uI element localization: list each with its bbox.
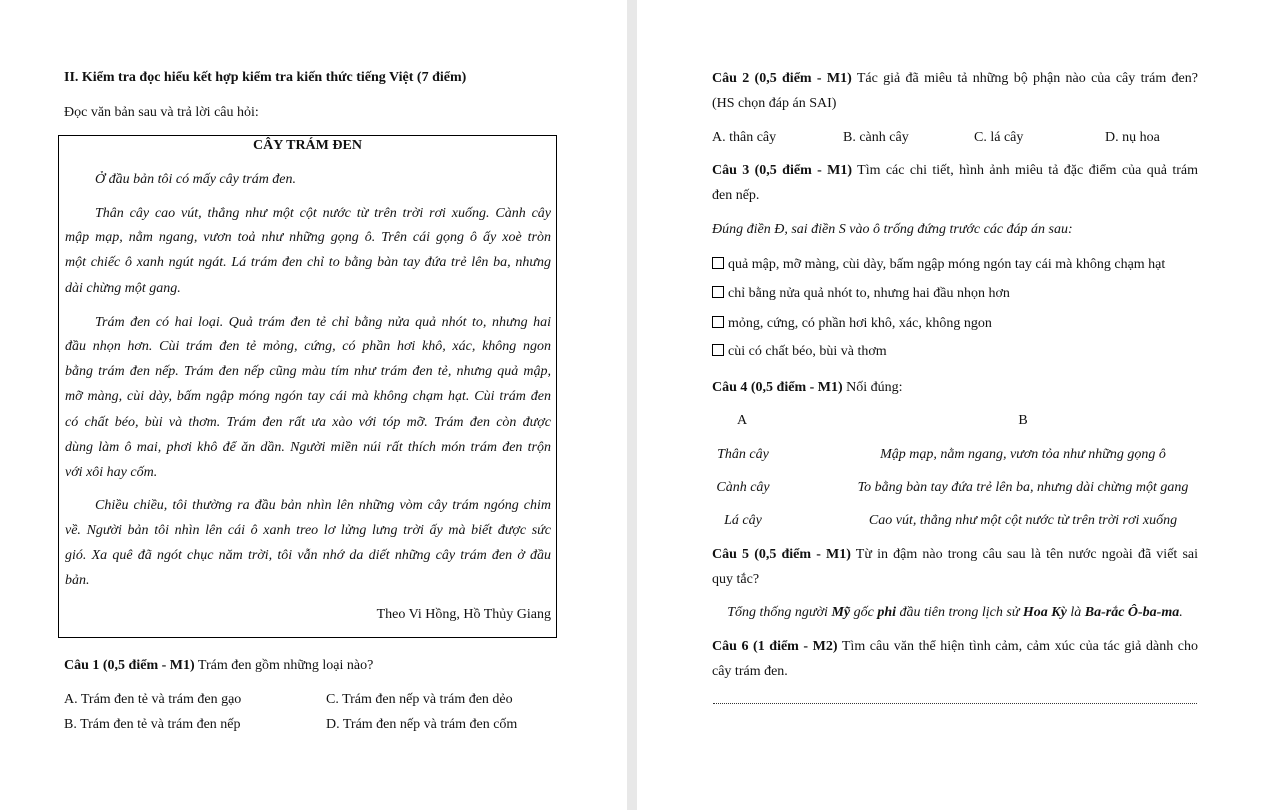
q3-option-3[interactable] — [712, 315, 992, 332]
sentence-text: đầu tiên trong lịch sử — [896, 605, 1023, 620]
question-3 — [712, 162, 1198, 179]
q2-option-c[interactable]: C. lá cây — [974, 130, 1024, 145]
bold-word: Mỹ — [831, 605, 851, 620]
q1-option-d[interactable]: D. Trám đen nếp và trám đen cốm — [326, 717, 518, 732]
passage-line: đầu nhọn hơn. Cùi trám đen tẻ mỏng, cứng, có phần hơi khô, xác, không ngon — [65, 339, 551, 354]
question-4-label: Câu 4 (0,5 điểm - M1) — [712, 380, 843, 395]
question-3-text: Tìm các chi tiết, hình ảnh miêu tả đặc điểm của quả trám — [852, 163, 1198, 178]
bold-word: Hoa Kỳ — [1022, 605, 1067, 620]
passage-line: bằng trám đen nếp. Trám đen nếp cũng màu tím như trám đen tẻ, nhưng quả mập, — [65, 364, 551, 379]
checkbox-icon[interactable] — [712, 257, 724, 269]
match-b-item[interactable]: Cao vút, thẳng như một cột nước từ trên trời rơi xuống — [868, 513, 1178, 528]
question-4-text: Nối đúng: — [842, 380, 903, 395]
page-left — [0, 0, 627, 810]
q1-option-b[interactable]: B. Trám đen tẻ và trám đen nếp — [64, 717, 241, 732]
question-5-text-cont: quy tắc? — [712, 572, 760, 587]
q2-option-a[interactable]: A. thân cây — [712, 130, 777, 145]
checkbox-icon[interactable] — [712, 344, 724, 356]
passage-line: dài chừng một gang. — [65, 281, 181, 296]
q2-option-b[interactable]: B. cành cây — [843, 130, 909, 145]
question-2-text: Tác giả đã miêu tả những bộ phận nào của cây trám đen? — [851, 71, 1198, 86]
question-6-text-cont: cây trám đen. — [712, 664, 788, 679]
q3-option-2[interactable] — [712, 285, 1010, 302]
passage-title: CÂY TRÁM ĐEN — [253, 138, 362, 153]
passage-source: Theo Vi Hồng, Hồ Thủy Giang — [376, 607, 551, 622]
q1-option-a[interactable]: A. Trám đen tẻ và trám đen gạo — [64, 692, 242, 707]
q3-option-text: chỉ bằng nửa quả nhót to, nhưng hai đầu nhọn hơn — [728, 286, 1010, 301]
question-3-label: Câu 3 (0,5 điểm - M1) — [712, 163, 853, 178]
question-2-note: (HS chọn đáp án SAI) — [712, 96, 837, 111]
passage-line: một chiếc ô xanh ngút ngát. Lá trám đen chỉ to bằng bàn tay đứa trẻ lên ba, nhưng — [65, 255, 551, 270]
sentence-text: . — [1179, 605, 1183, 620]
answer-line[interactable] — [713, 703, 1197, 704]
question-3-text-cont: đen nếp. — [712, 188, 760, 203]
question-2-label: Câu 2 (0,5 điểm - M1) — [712, 71, 852, 86]
q3-option-text: mỏng, cứng, có phần hơi khô, xác, không ngon — [728, 316, 992, 331]
match-b-item[interactable]: To bằng bàn tay đứa trẻ lên ba, nhưng dài chừng một gang — [857, 480, 1189, 495]
match-a-item[interactable]: Thân cây — [717, 447, 769, 462]
passage-line: mỡ màng, cùi dày, bấm ngập móng ngón tay cái mà không chạm hạt. Cùi trám đen — [65, 389, 551, 404]
question-5-text: Từ in đậm nào trong câu sau là tên nước ngoài đã viết sai — [850, 547, 1198, 562]
question-6-label: Câu 6 (1 điểm - M2) — [712, 639, 838, 654]
question-5-sentence — [712, 604, 1198, 621]
question-5 — [712, 546, 1198, 563]
checkbox-icon[interactable] — [712, 316, 724, 328]
sentence-text: gốc — [850, 605, 878, 620]
passage-line: gió. Xa quê đã ngót chục năm trời, tôi vẫn nhớ da diết những cây trám đen ở đầu — [65, 548, 551, 563]
match-b-item[interactable]: Mập mạp, nằm ngang, vươn tỏa như những gọng ô — [880, 447, 1166, 462]
section-title: II. Kiểm tra đọc hiểu kết hợp kiểm tra kiến thức tiếng Việt (7 điểm) — [64, 70, 467, 85]
passage-line: có chất béo, bùi và thơm. Trám đen rất ưa xào với tóp mỡ. Trám đen còn được — [65, 415, 551, 430]
passage-line: mập mạp, nằm ngang, vươn toả như những gọng ô. Trên cái gọng ô ấy xoè tròn — [65, 230, 551, 245]
match-column-a-header: A — [736, 413, 748, 428]
sentence-text: Tổng thống người — [727, 605, 832, 620]
question-5-label: Câu 5 (0,5 điểm - M1) — [712, 547, 851, 562]
sentence-text: là — [1066, 605, 1085, 620]
passage-line: về. Người bản tôi nhìn lên cái ô xanh treo lơ lửng lưng trời ấy mà biết được sức — [65, 523, 551, 538]
page-right — [637, 0, 1263, 810]
bold-word: phi — [877, 605, 897, 620]
question-3-instruction: Đúng điền Đ, sai điền S vào ô trống đứng trước các đáp án sau: — [712, 222, 1073, 237]
question-1 — [64, 657, 373, 674]
q3-option-1[interactable] — [712, 256, 1165, 273]
passage-line: dùng làm ô mai, phơi khô để ăn dần. Người miền núi rất thích món trám đen trộn — [65, 440, 551, 455]
checkbox-icon[interactable] — [712, 286, 724, 298]
passage-paragraph-1: Ở đầu bản tôi có mấy cây trám đen. — [95, 172, 297, 187]
passage-line: bản. — [65, 573, 90, 588]
q1-option-c[interactable]: C. Trám đen nếp và trám đen dẻo — [326, 692, 513, 707]
q3-option-text: cùi có chất béo, bùi và thơm — [728, 344, 887, 359]
q3-option-text: quả mập, mỡ màng, cùi dày, bấm ngập móng ngón tay cái mà không chạm hạt — [728, 257, 1166, 272]
match-a-item[interactable]: Lá cây — [724, 513, 762, 528]
question-6 — [712, 638, 1198, 655]
q3-option-4[interactable] — [712, 343, 887, 360]
passage-line: Trám đen có hai loại. Quả trám đen tẻ chỉ bằng nửa quả nhót to, nhưng hai — [95, 315, 551, 330]
reading-instruction: Đọc văn bản sau và trả lời câu hỏi: — [64, 105, 259, 120]
question-1-text: Trám đen gồm những loại nào? — [194, 658, 374, 673]
passage-line: với xôi hay cốm. — [65, 465, 158, 480]
bold-word: Ba-rắc Ô-ba-ma — [1084, 605, 1180, 620]
question-2 — [712, 70, 1198, 87]
passage-line: Thân cây cao vút, thẳng như một cột nước từ trên trời rơi xuống. Cành cây — [95, 206, 551, 221]
q2-option-d[interactable]: D. nụ hoa — [1105, 130, 1160, 145]
question-4 — [712, 379, 903, 396]
match-a-item[interactable]: Cành cây — [716, 480, 770, 495]
passage-line: Chiều chiều, tôi thường ra đầu bản nhìn lên những vòm cây trám ngóng chim — [95, 498, 551, 513]
question-1-label: Câu 1 (0,5 điểm - M1) — [64, 658, 195, 673]
match-column-b-header: B — [1018, 413, 1028, 428]
question-6-text: Tìm câu văn thể hiện tình cảm, cảm xúc của tác giả dành cho — [837, 639, 1198, 654]
